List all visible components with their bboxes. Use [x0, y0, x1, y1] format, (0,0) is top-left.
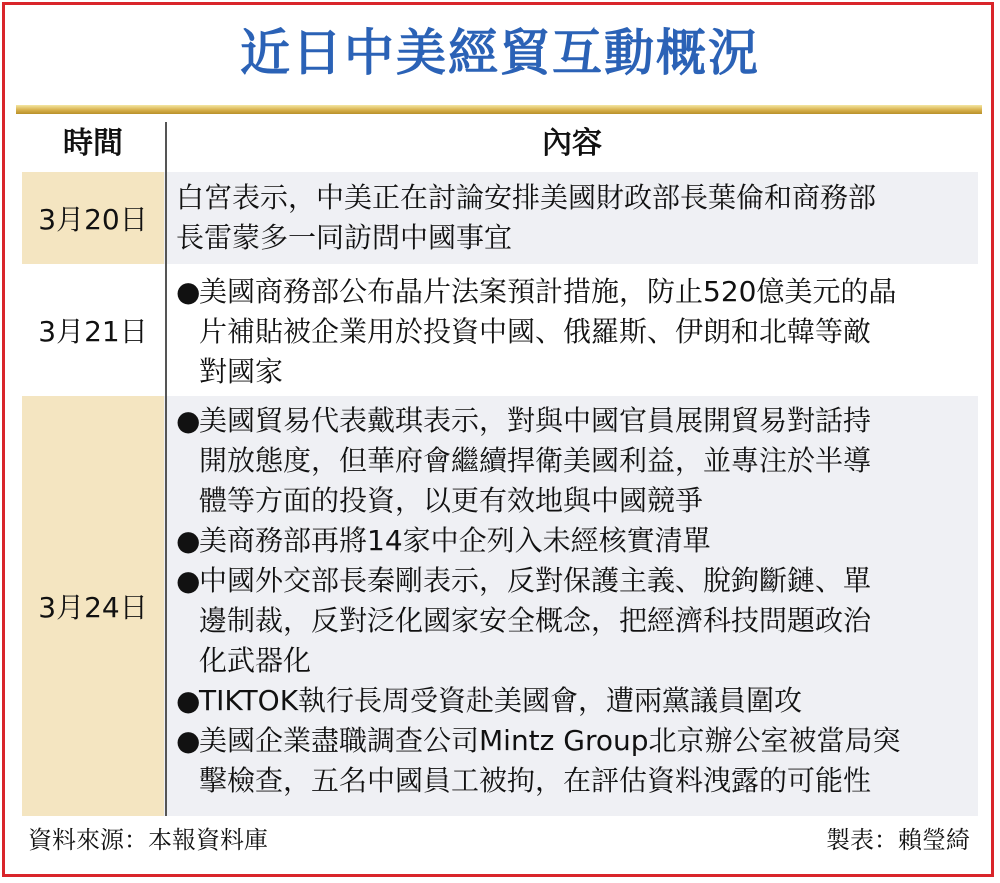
- row-date: 3月21日: [38, 315, 148, 348]
- row-content: [176, 272, 970, 392]
- item-line: 中國外交部長秦剛表示，反對保護主義、脫鉤斷鏈、單: [199, 564, 872, 597]
- list-item: [176, 272, 970, 392]
- list-item: [176, 401, 970, 521]
- row-date: 3月24日: [22, 396, 164, 816]
- item-line: 開放態度，但華府會繼續捍衛美國利益，並專注於半導: [199, 444, 872, 477]
- list-item: [176, 178, 970, 258]
- column-divider: [165, 122, 167, 816]
- item-line: 體等方面的投資，以更有效地與中國競爭: [199, 484, 704, 517]
- column-header-time: 時間: [63, 126, 123, 161]
- item-line: 美商務部再將14家中企列入未經核實清單: [199, 524, 711, 557]
- item-line: 對國家: [199, 355, 284, 388]
- item-line: 擊檢查，五名中國員工被拘，在評估資料洩露的可能性: [199, 764, 872, 797]
- bullet-icon: ●: [176, 524, 201, 557]
- row-date: 3月20日: [22, 172, 164, 264]
- item-line: 片補貼被企業用於投資中國、俄羅斯、伊朗和北韓等敵: [199, 315, 872, 348]
- bullet-icon: ●: [176, 684, 201, 717]
- bullet-icon: ●: [176, 404, 201, 437]
- credit-note: 製表：賴瑩綺: [826, 826, 970, 854]
- bullet-icon: ●: [176, 724, 201, 757]
- source-note: 資料來源：本報資料庫: [28, 826, 268, 854]
- list-item: [176, 721, 970, 801]
- row-content: [176, 401, 970, 801]
- item-line: 白宮表示，中美正在討論安排美國財政部長葉倫和商務部: [176, 181, 877, 214]
- item-line: TIKTOK執行長周受資赴美國會，遭兩黨議員圍攻: [199, 684, 803, 717]
- list-item: [176, 681, 970, 721]
- item-line: 長雷蒙多一同訪問中國事宜: [176, 221, 513, 254]
- item-line: 美國貿易代表戴琪表示，對與中國官員展開貿易對話持: [199, 404, 872, 437]
- list-item: [176, 561, 970, 681]
- page-title: 近日中美經貿互動概況: [240, 24, 760, 82]
- column-header-content: 內容: [542, 126, 602, 161]
- bullet-icon: ●: [176, 275, 201, 308]
- title-divider: [16, 105, 982, 114]
- item-line: 化武器化: [199, 644, 312, 677]
- row-content: [176, 178, 970, 258]
- bullet-icon: ●: [176, 564, 201, 597]
- item-line: 邊制裁，反對泛化國家安全概念，把經濟科技問題政治: [199, 604, 872, 637]
- item-line: 美國企業盡職調查公司Mintz Group北京辦公室被當局突: [199, 724, 901, 757]
- list-item: [176, 521, 970, 561]
- item-line: 美國商務部公布晶片法案預計措施，防止520億美元的晶: [199, 275, 897, 308]
